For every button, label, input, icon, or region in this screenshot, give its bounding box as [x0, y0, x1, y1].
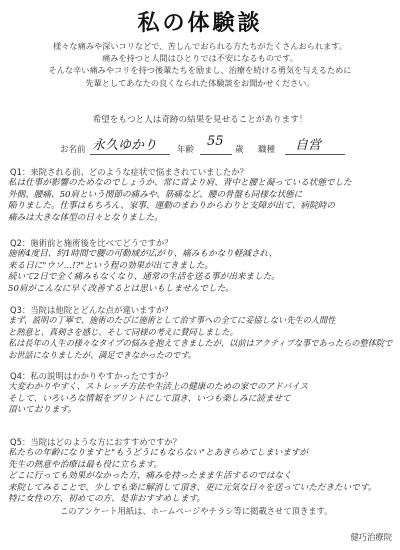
intro-line: 先輩としてあなたの良くなられた体験談をお聞かせください。: [85, 77, 315, 88]
question-3: Q3：当院は他院とどんな点が違いますか？: [10, 305, 173, 315]
answer-line: 私たちの年齢になりますと"もうどうにもならない"とあきらめてしまいますが: [8, 448, 309, 458]
age-value: 55: [207, 134, 224, 149]
answer-line: 痛みは大きな体型の日々となりました。: [8, 212, 163, 223]
intro-line: 様々な痛みや深いコリなどで、苦しんでおられる方たちがたくさんおられます。: [53, 41, 347, 51]
age-suffix: 歳: [235, 145, 244, 155]
answer-line: 大変わかりやすく、ストレッチ方法や生活上の健康のための家でのアドバイス: [8, 382, 309, 392]
question-1: Q1：来院される前、どのような症状で悩まされていましたか？: [10, 167, 249, 177]
profile-row: [60, 134, 390, 156]
answer-line: 私は仕事が影響のためなのでしょうか、常に首より肩、背中と腰と凝っている状態でした: [8, 178, 352, 188]
answer-line: 陥りました。仕事はもちろん、家事、運動のまわりからわりと支障が出て、病院時の: [8, 201, 335, 212]
job-underline: [285, 154, 345, 155]
name-underline: [90, 154, 170, 155]
name-label: お名前: [60, 145, 86, 155]
intro-text: [10, 40, 390, 89]
clinic-name: 健巧治療院: [350, 532, 392, 542]
answer-line: 先生の熱意や治療は最も役に立ちます。: [8, 459, 163, 470]
answer-line: 50肩がこんなに早く改善するとは思いもしませんでした。: [8, 283, 234, 294]
answer-line: お世話になりましたが、満足できなかったのです。: [8, 350, 197, 361]
intro-line: そんな辛い痛みやコリを持つ後輩たちを励まし、治療を続ける勇気を与えるために: [48, 65, 352, 76]
intro-line: 痛みを持つと人間はひとりでは不安になるものです。: [102, 53, 298, 64]
answer-line: そして、いろいろな情報をプリントにして頂き、いつも楽しみに読ませて: [8, 393, 291, 404]
answer-3: [8, 316, 400, 362]
age-label: 年齢: [177, 145, 195, 155]
answer-line: 私は長年の人生の様々なタイプの悩みを抱えてきましたが、以前はアクティブな事であったらの整体院で: [8, 339, 393, 350]
question-5: Q5：当院はどのような方におすすめですか？: [10, 437, 182, 447]
answer-line: 頂いております。: [8, 405, 77, 416]
answer-line: まず、説明の丁寧で、施術のたびに施術として治す事への全てに妥協しない先生の人間性: [8, 316, 336, 326]
name-value: 永久ゆかり: [92, 138, 158, 153]
answer-1: [8, 178, 352, 224]
answer-line: どこに行っても効果がなかった方、痛みを持ったまま生活するのではなく: [8, 471, 292, 482]
answer-line: 特に女性の方、初めての方、是非おすすめします。: [8, 494, 206, 505]
answer-line: 来院してみることで、少しでも楽に解消して頂き、更に元気な日々を送っていただきたいです。: [8, 482, 377, 493]
answer-5: [8, 448, 376, 506]
answer-line: と熱意と、真剣さを感じ、そして同様の考えに賛同しました。: [8, 327, 238, 338]
page-title: 私の体験談: [137, 11, 263, 36]
answer-4: [8, 382, 308, 417]
question-4: Q4：私の説明はわかりやすかったですか？: [10, 371, 173, 381]
answer-line: 来る日に"ウソ…!?"という程の効果が出てきました。: [8, 260, 214, 271]
answer-line: 外側、腰痛、50肩という関節の痛みや、筋痛など、腰の骨盤も同様な状態に: [8, 189, 303, 200]
job-value: 自営: [295, 138, 322, 153]
question-2: Q2：施術前と施術後を比べてどうですか？: [10, 238, 173, 248]
job-label: 職種: [258, 145, 276, 155]
footer-note: このアンケート用紙は、ホームページやチラシ等に掲載させて頂きます。: [60, 506, 333, 516]
answer-2: [8, 249, 280, 295]
answer-line: 施術4度目、約1時間で腰の可動域が広がり、痛みもかなり軽減され、: [8, 249, 278, 259]
answer-line: 続いて2日で全く痛みもなくなり、通常の生活を送る事が出来ました。: [8, 272, 280, 283]
hope-message: 希望をもつと人は奇跡の結果を見せることがあります！: [92, 115, 308, 125]
age-underline: [200, 154, 232, 155]
